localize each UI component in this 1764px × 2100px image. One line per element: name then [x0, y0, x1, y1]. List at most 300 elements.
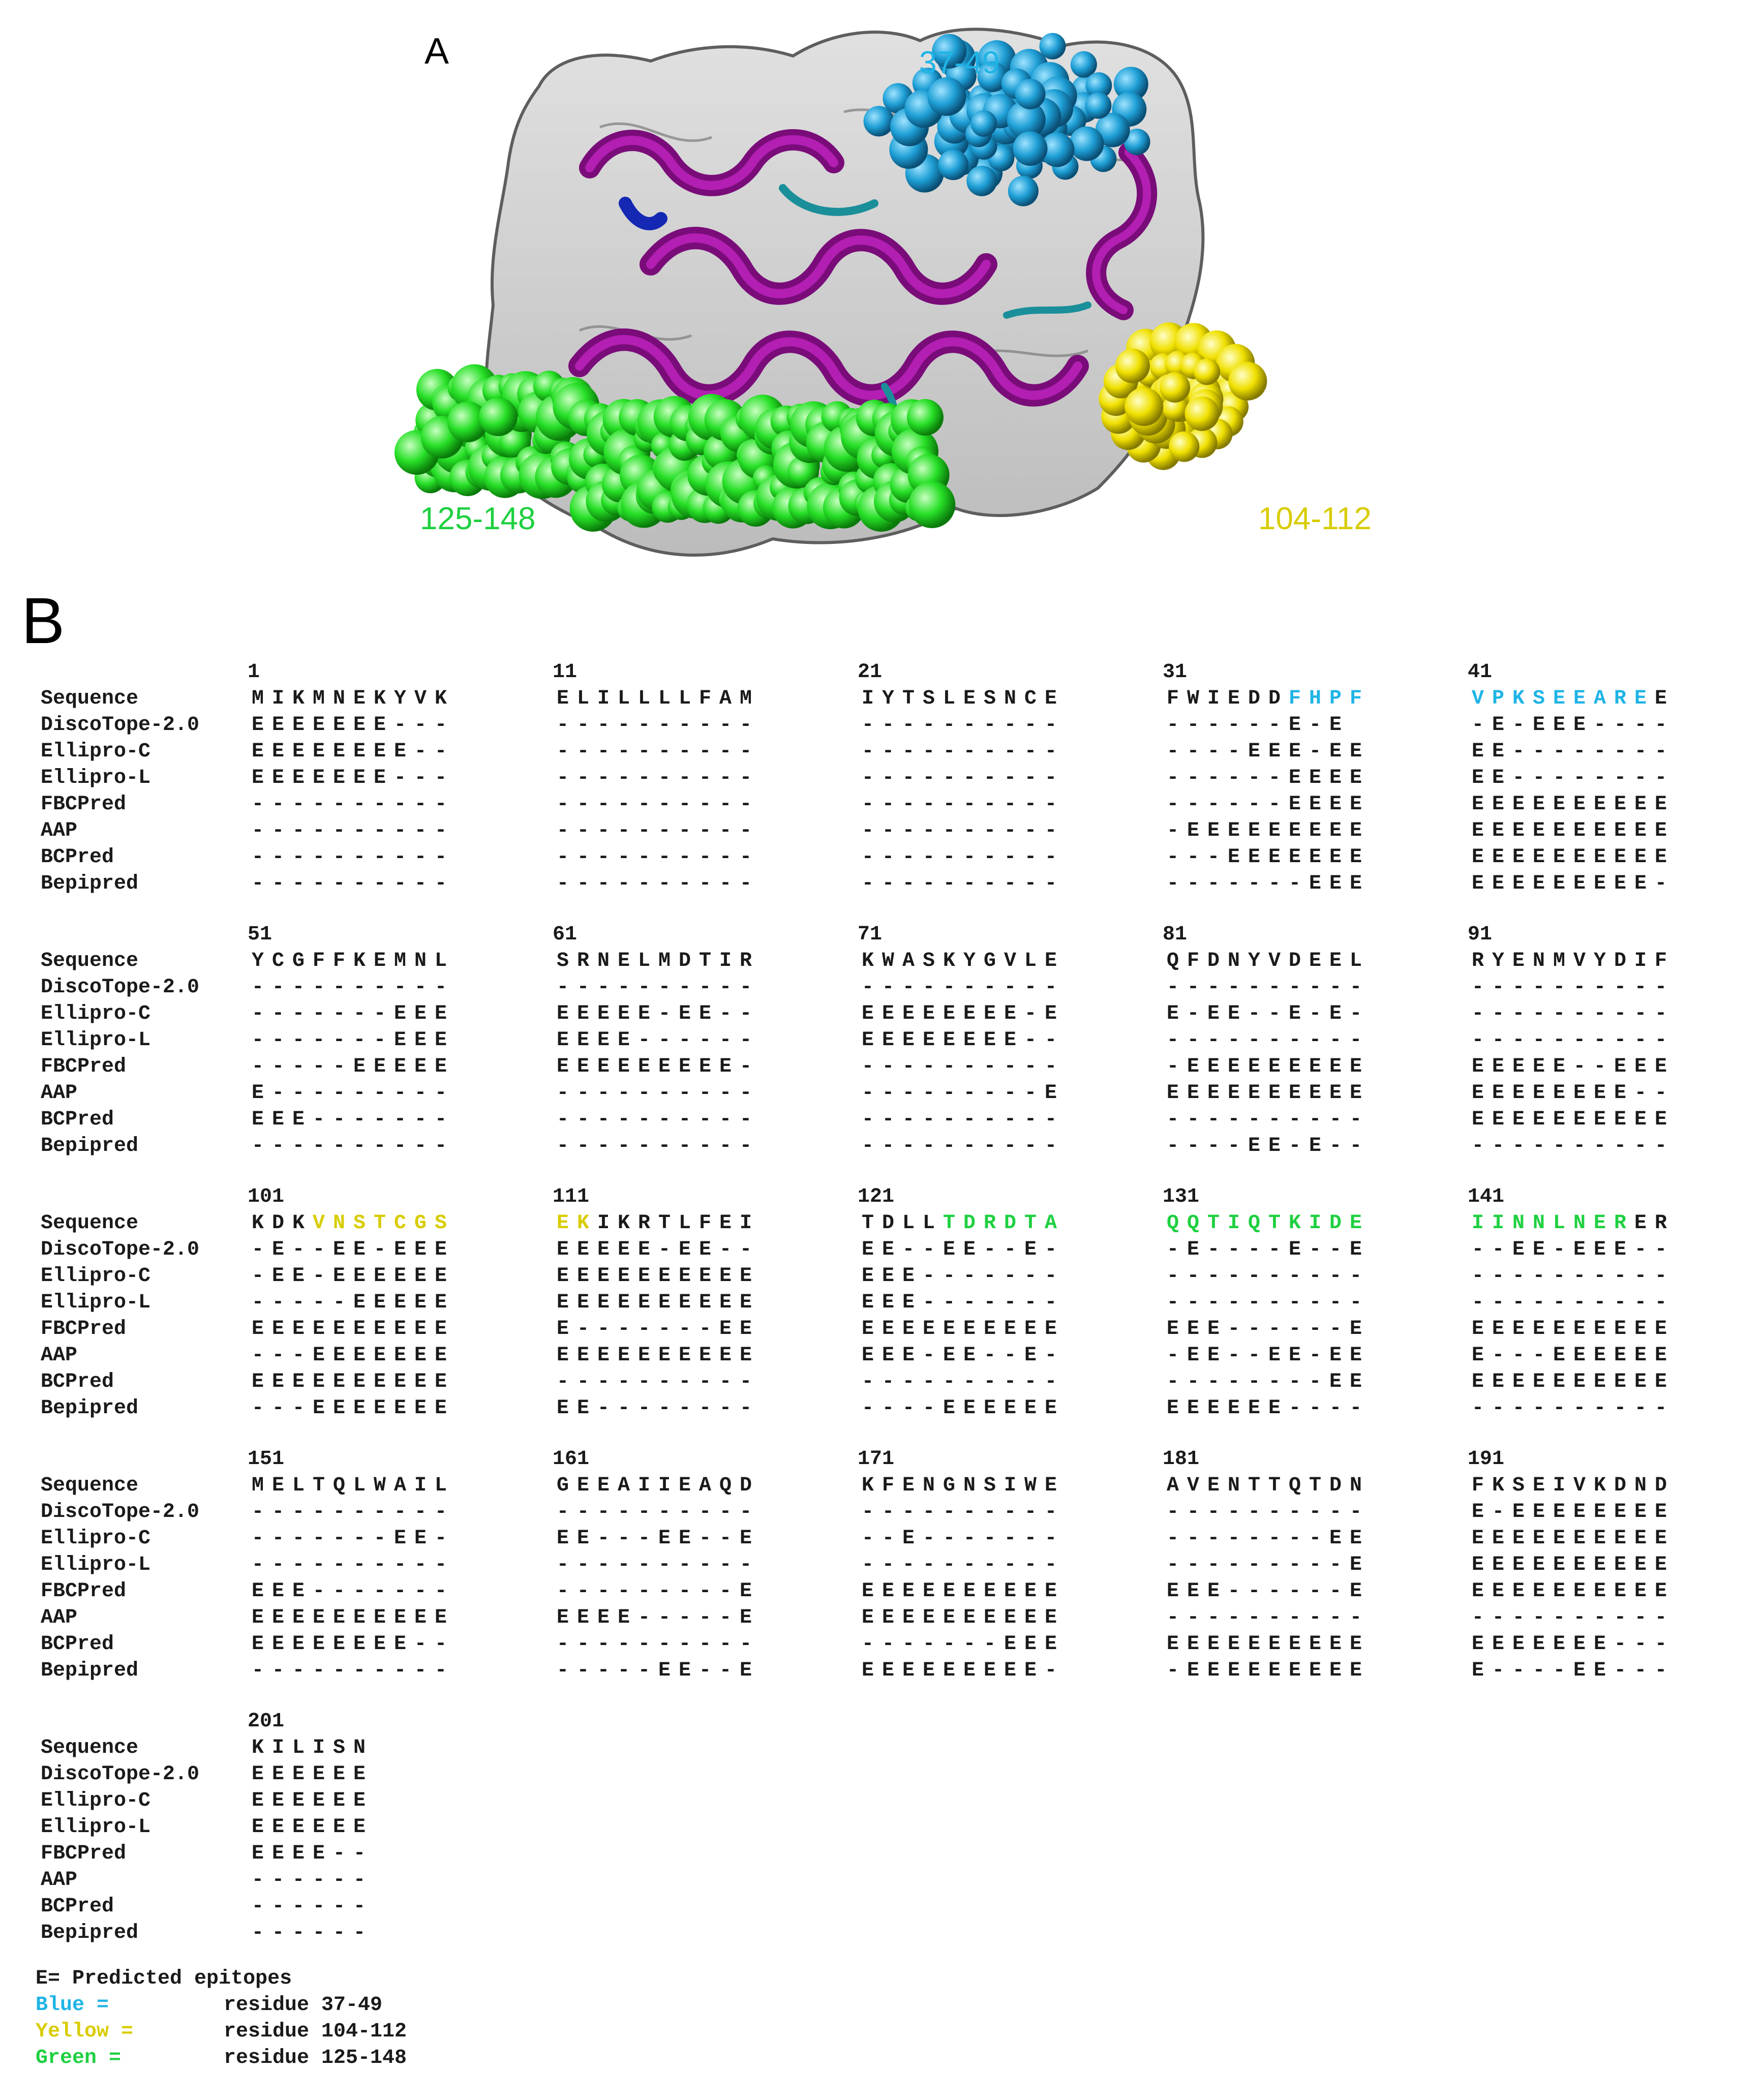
- prediction-mark: E: [312, 1789, 325, 1812]
- prediction-mark: -: [861, 1135, 874, 1158]
- prediction-mark: -: [1044, 740, 1057, 763]
- prediction-mark: -: [1227, 1344, 1240, 1367]
- prediction-mark: -: [1492, 1606, 1504, 1629]
- prediction-mark: -: [1166, 767, 1179, 789]
- prediction-mark: -: [414, 1501, 427, 1524]
- residue-start-number: 201: [248, 1710, 285, 1733]
- prediction-mark: -: [719, 1108, 732, 1131]
- prediction-mark: -: [271, 1002, 284, 1025]
- prediction-mark: -: [1268, 714, 1281, 737]
- residue-start-number: 131: [1163, 1185, 1200, 1208]
- prediction-mark: E: [1248, 740, 1260, 763]
- residue-letter: I: [719, 950, 732, 972]
- prediction-mark: E: [312, 1318, 325, 1341]
- legend-key-blue: Blue =: [36, 1994, 109, 2017]
- prediction-mark: E: [1288, 1238, 1301, 1261]
- prediction-mark: -: [1654, 1002, 1667, 1025]
- prediction-mark: -: [983, 1265, 996, 1288]
- prediction-mark: -: [1187, 740, 1199, 763]
- prediction-mark: E: [963, 1580, 976, 1603]
- prediction-mark: E: [414, 1265, 427, 1288]
- prediction-mark: E: [1532, 872, 1545, 895]
- row-label: AAP: [41, 1344, 78, 1367]
- residue-letter: E: [1512, 950, 1525, 972]
- residue-letter: A: [617, 1474, 630, 1497]
- prediction-mark: -: [576, 767, 589, 789]
- prediction-mark: -: [1248, 1344, 1260, 1367]
- prediction-mark: -: [942, 819, 955, 842]
- prediction-mark: -: [353, 1108, 366, 1131]
- prediction-mark: -: [332, 1842, 345, 1865]
- residue-start-number: 11: [553, 661, 577, 684]
- prediction-mark: E: [1471, 740, 1484, 763]
- prediction-mark: -: [312, 819, 325, 842]
- prediction-mark: -: [922, 714, 935, 737]
- prediction-mark: -: [1024, 767, 1037, 789]
- prediction-mark: E: [942, 1238, 955, 1261]
- prediction-mark: -: [576, 1633, 589, 1656]
- prediction-mark: -: [658, 1082, 671, 1105]
- prediction-mark: -: [658, 819, 671, 842]
- prediction-mark: -: [1532, 1135, 1545, 1158]
- prediction-mark: E: [1593, 1501, 1606, 1524]
- prediction-mark: -: [251, 1397, 264, 1420]
- residue-letter: E: [1634, 1212, 1647, 1235]
- prediction-mark: E: [1309, 1633, 1321, 1656]
- prediction-mark: -: [1166, 1501, 1179, 1524]
- prediction-mark: E: [332, 740, 345, 763]
- prediction-mark: -: [1207, 1554, 1220, 1576]
- prediction-mark: E: [1227, 1659, 1240, 1682]
- prediction-mark: -: [597, 1580, 610, 1603]
- prediction-mark: E: [719, 1318, 732, 1341]
- prediction-mark: E: [576, 1002, 589, 1025]
- prediction-mark: -: [353, 1869, 366, 1892]
- prediction-mark: -: [617, 1135, 630, 1158]
- prediction-mark: E: [617, 1265, 630, 1288]
- residue-letter: K: [861, 1474, 874, 1497]
- prediction-mark: E: [1471, 1554, 1484, 1576]
- prediction-mark: E: [1329, 1055, 1342, 1078]
- prediction-mark: -: [1044, 714, 1057, 737]
- row-label: FBCPred: [41, 1580, 127, 1603]
- prediction-mark: -: [963, 714, 976, 737]
- prediction-mark: -: [312, 976, 325, 999]
- prediction-mark: -: [1614, 1397, 1626, 1420]
- prediction-mark: -: [414, 1580, 427, 1603]
- prediction-mark: E: [1614, 1527, 1626, 1550]
- prediction-mark: E: [1593, 819, 1606, 842]
- residue-letter: L: [1024, 950, 1037, 972]
- prediction-mark: -: [373, 1554, 386, 1576]
- prediction-mark: -: [1471, 1029, 1484, 1052]
- prediction-mark: -: [1024, 1108, 1037, 1131]
- prediction-mark: -: [1573, 1291, 1586, 1314]
- prediction-mark: -: [1654, 767, 1667, 789]
- residue-letter: D: [1207, 950, 1220, 972]
- prediction-mark: E: [251, 767, 264, 789]
- residue-letter: E: [271, 1474, 284, 1497]
- prediction-mark: -: [658, 846, 671, 869]
- prediction-mark: -: [1187, 1265, 1199, 1288]
- prediction-mark: E: [1471, 1527, 1484, 1550]
- residue-letter: D: [1248, 687, 1260, 710]
- prediction-mark: -: [658, 1135, 671, 1158]
- prediction-mark: -: [1492, 1135, 1504, 1158]
- prediction-mark: -: [251, 1659, 264, 1682]
- prediction-mark: -: [719, 1633, 732, 1656]
- prediction-mark: E: [597, 1002, 610, 1025]
- prediction-mark: -: [1024, 1554, 1037, 1576]
- prediction-mark: E: [312, 1633, 325, 1656]
- prediction-mark: -: [434, 976, 447, 999]
- prediction-mark: E: [332, 1633, 345, 1656]
- prediction-mark: -: [312, 1501, 325, 1524]
- prediction-mark: -: [942, 714, 955, 737]
- prediction-mark: -: [698, 1580, 711, 1603]
- prediction-mark: -: [1492, 1501, 1504, 1524]
- prediction-mark: -: [1309, 714, 1321, 737]
- prediction-mark: E: [434, 1002, 447, 1025]
- prediction-mark: -: [271, 1554, 284, 1576]
- prediction-mark: E: [292, 1265, 305, 1288]
- epitope-atom-sphere: [1085, 93, 1111, 119]
- prediction-mark: -: [1207, 714, 1220, 737]
- prediction-mark: E: [353, 714, 366, 737]
- residue-letter: Q: [332, 1474, 345, 1497]
- prediction-mark: -: [1309, 1371, 1321, 1393]
- prediction-mark: -: [1329, 1397, 1342, 1420]
- prediction-mark: -: [1512, 740, 1525, 763]
- prediction-mark: E: [1614, 1501, 1626, 1524]
- prediction-mark: -: [698, 1554, 711, 1576]
- prediction-mark: E: [617, 1344, 630, 1367]
- prediction-mark: E: [373, 1371, 386, 1393]
- prediction-mark: E: [1654, 1108, 1667, 1131]
- prediction-mark: E: [1532, 846, 1545, 869]
- prediction-mark: -: [983, 846, 996, 869]
- prediction-mark: -: [1349, 1291, 1362, 1314]
- prediction-mark: -: [576, 819, 589, 842]
- prediction-mark: -: [637, 1397, 650, 1420]
- prediction-mark: -: [1614, 1135, 1626, 1158]
- prediction-mark: -: [861, 1554, 874, 1576]
- prediction-mark: -: [434, 767, 447, 789]
- prediction-mark: E: [373, 1265, 386, 1288]
- prediction-mark: -: [434, 1108, 447, 1131]
- prediction-mark: -: [271, 976, 284, 999]
- prediction-mark: E: [637, 1238, 650, 1261]
- prediction-mark: -: [739, 714, 752, 737]
- prediction-mark: E: [1492, 846, 1504, 869]
- prediction-mark: -: [576, 872, 589, 895]
- prediction-mark: E: [353, 1397, 366, 1420]
- prediction-mark: -: [1268, 793, 1281, 816]
- prediction-mark: -: [678, 1397, 691, 1420]
- prediction-mark: -: [1512, 1659, 1525, 1682]
- prediction-mark: E: [1492, 1580, 1504, 1603]
- prediction-mark: -: [698, 976, 711, 999]
- prediction-mark: -: [719, 714, 732, 737]
- prediction-mark: -: [963, 1554, 976, 1576]
- prediction-mark: -: [902, 846, 915, 869]
- prediction-mark: -: [1288, 976, 1301, 999]
- residue-letter: E: [1532, 1474, 1545, 1497]
- prediction-mark: -: [1614, 1265, 1626, 1288]
- prediction-mark: -: [312, 1029, 325, 1052]
- prediction-mark: E: [414, 1371, 427, 1393]
- prediction-mark: -: [1553, 1606, 1565, 1629]
- residue-letter: I: [1309, 1212, 1321, 1235]
- prediction-mark: -: [1187, 1371, 1199, 1393]
- prediction-mark: -: [963, 740, 976, 763]
- prediction-mark: -: [698, 1527, 711, 1550]
- prediction-mark: E: [637, 1291, 650, 1314]
- prediction-mark: -: [1288, 1501, 1301, 1524]
- residue-letter: M: [393, 950, 406, 972]
- prediction-mark: -: [353, 1895, 366, 1918]
- prediction-mark: -: [292, 1501, 305, 1524]
- prediction-mark: -: [942, 1135, 955, 1158]
- prediction-mark: -: [617, 793, 630, 816]
- prediction-mark: -: [1024, 872, 1037, 895]
- prediction-mark: -: [637, 1501, 650, 1524]
- prediction-mark: -: [1003, 872, 1016, 895]
- prediction-mark: -: [271, 793, 284, 816]
- residue-letter: D: [963, 1212, 976, 1235]
- prediction-mark: E: [963, 1318, 976, 1341]
- residue-letter: I: [597, 1212, 610, 1235]
- prediction-mark: -: [393, 1554, 406, 1576]
- prediction-mark: E: [414, 1238, 427, 1261]
- residue-letter: T: [312, 1474, 325, 1497]
- prediction-mark: -: [1288, 1265, 1301, 1288]
- prediction-mark: -: [719, 767, 732, 789]
- prediction-mark: -: [922, 767, 935, 789]
- prediction-mark: E: [434, 1291, 447, 1314]
- prediction-mark: -: [1512, 1029, 1525, 1052]
- prediction-mark: -: [963, 1055, 976, 1078]
- prediction-mark: -: [556, 767, 569, 789]
- prediction-mark: -: [597, 1135, 610, 1158]
- prediction-mark: E: [1654, 1501, 1667, 1524]
- prediction-mark: -: [332, 819, 345, 842]
- prediction-mark: -: [678, 1633, 691, 1656]
- prediction-mark: -: [1268, 1501, 1281, 1524]
- prediction-mark: -: [922, 1265, 935, 1288]
- prediction-mark: E: [1024, 1606, 1037, 1629]
- prediction-mark: E: [1512, 819, 1525, 842]
- legend-value-green: residue 125-148: [224, 2047, 407, 2069]
- row-label: Bepipred: [41, 1397, 139, 1420]
- prediction-mark: E: [1166, 1318, 1179, 1341]
- prediction-mark: -: [1044, 1527, 1057, 1550]
- prediction-mark: -: [1044, 1371, 1057, 1393]
- prediction-mark: -: [1309, 1344, 1321, 1367]
- prediction-mark: E: [637, 1055, 650, 1078]
- residue-letter: S: [922, 687, 935, 710]
- prediction-mark: -: [902, 1055, 915, 1078]
- prediction-mark: E: [1329, 1082, 1342, 1105]
- prediction-mark: -: [597, 1397, 610, 1420]
- prediction-mark: -: [597, 1318, 610, 1341]
- prediction-mark: -: [556, 1580, 569, 1603]
- prediction-mark: -: [678, 1371, 691, 1393]
- residue-letter: R: [637, 1212, 650, 1235]
- prediction-mark: E: [292, 1108, 305, 1131]
- residue-letter: M: [739, 687, 752, 710]
- prediction-mark: E: [414, 1291, 427, 1314]
- prediction-mark: -: [556, 1659, 569, 1682]
- prediction-mark: -: [434, 714, 447, 737]
- prediction-mark: -: [861, 976, 874, 999]
- residue-letter: E: [1349, 1212, 1362, 1235]
- residue-letter: H: [1309, 687, 1321, 710]
- prediction-mark: -: [1329, 1108, 1342, 1131]
- prediction-mark: -: [1227, 1554, 1240, 1576]
- prediction-mark: E: [1044, 1397, 1057, 1420]
- residue-letter: Q: [1187, 1212, 1199, 1235]
- prediction-mark: E: [1349, 1318, 1362, 1341]
- prediction-mark: E: [576, 1265, 589, 1288]
- prediction-mark: -: [576, 1108, 589, 1131]
- prediction-mark: E: [1654, 846, 1667, 869]
- row-label: Bepipred: [41, 1659, 139, 1682]
- residue-start-number: 81: [1163, 923, 1188, 946]
- prediction-mark: E: [1512, 1554, 1525, 1576]
- prediction-mark: E: [1593, 1527, 1606, 1550]
- residue-letter: G: [983, 950, 996, 972]
- prediction-mark: -: [353, 846, 366, 869]
- prediction-mark: E: [353, 1291, 366, 1314]
- prediction-mark: -: [658, 1029, 671, 1052]
- residue-letter: F: [1166, 687, 1179, 710]
- prediction-mark: E: [251, 1633, 264, 1656]
- prediction-mark: -: [1248, 1002, 1260, 1025]
- prediction-mark: -: [576, 1318, 589, 1341]
- residue-letter: I: [861, 687, 874, 710]
- prediction-mark: -: [332, 1527, 345, 1550]
- residue-letter: F: [1471, 1474, 1484, 1497]
- prediction-mark: -: [251, 976, 264, 999]
- prediction-mark: -: [678, 819, 691, 842]
- prediction-mark: E: [637, 1344, 650, 1367]
- prediction-mark: -: [1553, 767, 1565, 789]
- prediction-mark: E: [353, 1344, 366, 1367]
- prediction-mark: -: [1227, 872, 1240, 895]
- prediction-mark: E: [1532, 1318, 1545, 1341]
- prediction-mark: -: [312, 1922, 325, 1944]
- residue-letter: E: [1593, 1212, 1606, 1235]
- prediction-mark: E: [373, 740, 386, 763]
- prediction-mark: -: [678, 1554, 691, 1576]
- prediction-mark: -: [739, 1108, 752, 1131]
- residue-letter: Q: [1248, 1212, 1260, 1235]
- prediction-mark: -: [373, 1501, 386, 1524]
- prediction-mark: -: [1309, 1318, 1321, 1341]
- prediction-mark: E: [1044, 1318, 1057, 1341]
- prediction-mark: E: [942, 1029, 955, 1052]
- prediction-mark: E: [353, 1265, 366, 1288]
- prediction-mark: -: [1248, 1527, 1260, 1550]
- prediction-mark: -: [881, 1501, 894, 1524]
- prediction-mark: -: [1593, 740, 1606, 763]
- prediction-mark: -: [373, 1029, 386, 1052]
- prediction-mark: E: [1349, 767, 1362, 789]
- prediction-mark: -: [1003, 1265, 1016, 1288]
- prediction-mark: -: [1309, 1029, 1321, 1052]
- residue-letter: T: [1248, 1474, 1260, 1497]
- prediction-mark: -: [1593, 1291, 1606, 1314]
- residue-letter: V: [1471, 687, 1484, 710]
- residue-letter: E: [1654, 687, 1667, 710]
- prediction-mark: -: [617, 1501, 630, 1524]
- prediction-mark: -: [353, 1527, 366, 1550]
- prediction-mark: -: [1553, 740, 1565, 763]
- prediction-mark: -: [1207, 1291, 1220, 1314]
- prediction-mark: E: [1492, 1527, 1504, 1550]
- residue-letter: I: [271, 687, 284, 710]
- prediction-mark: -: [1309, 740, 1321, 763]
- residue-start-number: 31: [1163, 661, 1188, 684]
- residue-letter: N: [963, 1474, 976, 1497]
- prediction-mark: -: [1349, 1002, 1362, 1025]
- prediction-mark: -: [292, 819, 305, 842]
- prediction-mark: E: [597, 1265, 610, 1288]
- prediction-mark: -: [963, 1371, 976, 1393]
- prediction-mark: -: [1166, 872, 1179, 895]
- prediction-mark: E: [881, 1002, 894, 1025]
- prediction-mark: E: [678, 1055, 691, 1078]
- prediction-mark: E: [1593, 1554, 1606, 1576]
- prediction-mark: -: [1044, 1554, 1057, 1576]
- prediction-mark: -: [373, 1580, 386, 1603]
- prediction-mark: E: [597, 1606, 610, 1629]
- prediction-mark: E: [1634, 819, 1647, 842]
- prediction-mark: -: [637, 872, 650, 895]
- prediction-mark: -: [556, 1371, 569, 1393]
- prediction-mark: -: [1309, 1527, 1321, 1550]
- prediction-mark: E: [1654, 1318, 1667, 1341]
- residue-letter: Q: [719, 1474, 732, 1497]
- prediction-mark: E: [597, 1344, 610, 1367]
- prediction-mark: -: [1309, 1554, 1321, 1576]
- prediction-mark: -: [658, 1397, 671, 1420]
- prediction-mark: -: [1288, 1108, 1301, 1131]
- prediction-mark: E: [353, 767, 366, 789]
- prediction-mark: -: [983, 1291, 996, 1314]
- prediction-mark: E: [1553, 846, 1565, 869]
- residue-letter: I: [1003, 1474, 1016, 1497]
- prediction-mark: E: [1532, 1527, 1545, 1550]
- prediction-mark: -: [373, 1002, 386, 1025]
- prediction-mark: E: [332, 1238, 345, 1261]
- prediction-mark: -: [251, 846, 264, 869]
- prediction-mark: -: [292, 846, 305, 869]
- prediction-mark: -: [658, 793, 671, 816]
- residue-letter: N: [1227, 1474, 1240, 1497]
- prediction-mark: E: [271, 1633, 284, 1656]
- prediction-mark: E: [678, 1527, 691, 1550]
- prediction-mark: E: [902, 1002, 915, 1025]
- prediction-mark: -: [1532, 1265, 1545, 1288]
- prediction-mark: -: [1492, 1659, 1504, 1682]
- prediction-mark: -: [1044, 1238, 1057, 1261]
- prediction-mark: E: [1593, 846, 1606, 869]
- prediction-mark: E: [1227, 819, 1240, 842]
- prediction-mark: E: [1471, 872, 1484, 895]
- prediction-mark: E: [1512, 1580, 1525, 1603]
